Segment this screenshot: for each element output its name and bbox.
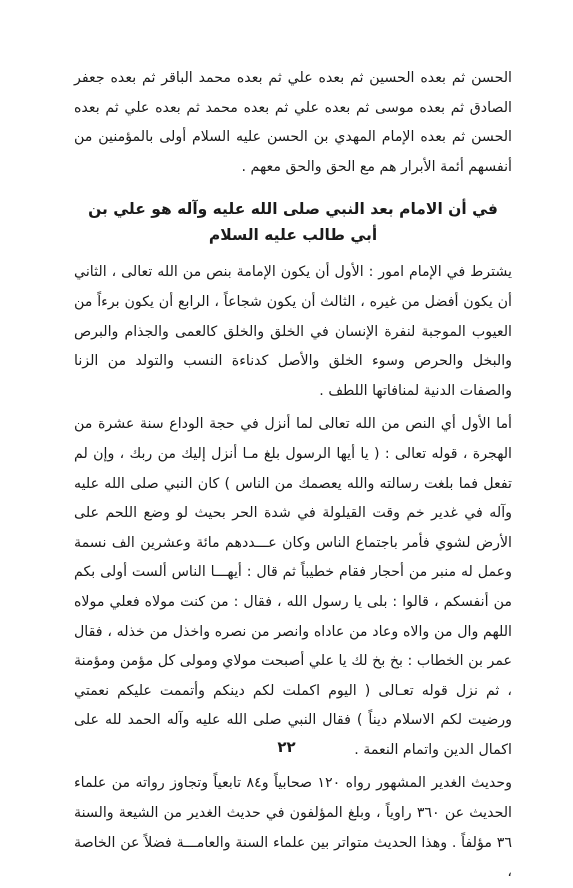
conditions-paragraph: يشترط في الإمام امور : الأول أن يكون الإمامة بنص من الله تعالى ، الثاني أن يكون أفضل من غيره ، الثالث أن يكون شجاعاً ، الرابع أن يكون برءاً من العيوب الموجبة لنفرة الإنسان في الخلق والخلق كالعمى والجذام والبرص والبخل والحرص وسوء الخلق والأصل كدناءة النسب والتولد من الزنا والصفات الدنية لمنافاتها اللطف . [74, 264, 512, 399]
page-body [74, 58, 512, 888]
narrators-paragraph: وحديث الغدير المشهور رواه ١٢٠ صحابياً و٨٤ تابعياً وتجاوز رواته من علماء الحديث عن ٣٦٠ راوياً ، وبلغ المؤلفون في حديث الغدير من الشيعة والسنة ٣٦ مؤلفاً . وهذا الحديث متواتر بين علماء السنة والعامـــة فضلاً عن الخاصة ، [74, 775, 512, 881]
page-number: ٢٢ [277, 738, 296, 756]
section-heading: في أن الامام بعد النبي صلى الله عليه وآله هو علي بن أبي طالب عليه السلام [88, 200, 498, 245]
ghadir-paragraph: أما الأول أي النص من الله تعالى لما أنزل في حجة الوداع سنة عشرة من الهجرة ، قوله تعالى : ( يا أيها الرسول بلغ مـا أنزل إليك من ربك ، وإن لم تفعل فما بلغت رسالته والله يعصمك من الناس ) كان النبي صلى الله عليه وآله في غدير خم وقت القيلولة في شدة الحر بحيث لو وضع اللحم على الأرض لشوي فأمر باجتماع الناس وكان عـــددهم مائة وعشرين الف نسمة وعمل له منبر من أحجار فقام خطيباً ثم قال : أيهـــا الناس ألست أولى بكم من أنفسكم ، قالوا : بلى يا رسول الله ، فقال : من كنت مولاه فعلي مولاه اللهم وال من والاه وعاد من عاداه وانصر من نصره واخذل من خذله ، فقال عمر بن الخطاب : بخ بخ لك يا علي أصبحت مولاي ومولى كل مؤمن ومؤمنة ، ثم نزل قوله تعـالى ( اليوم اكملت لكم دينكم وأتممت عليكم نعمتي ورضيت لكم الاسلام ديناً ) فقال النبي صلى الله عليه وآله الحمد لله على اكمال الدين واتمام النعمة . [74, 416, 512, 758]
intro-paragraph: الحسن ثم بعده الحسين ثم بعده علي ثم بعده محمد الباقر ثم بعده جعفر الصادق ثم بعده موسى ثم بعده علي ثم بعده محمد ثم بعده علي ثم بعده الحسن ثم بعده الإمام المهدي بن الحسن عليه السلام أولى بالمؤمنين من أنفسهم أئمة الأبرار هم مع الحق والحق معهم . [74, 70, 512, 175]
